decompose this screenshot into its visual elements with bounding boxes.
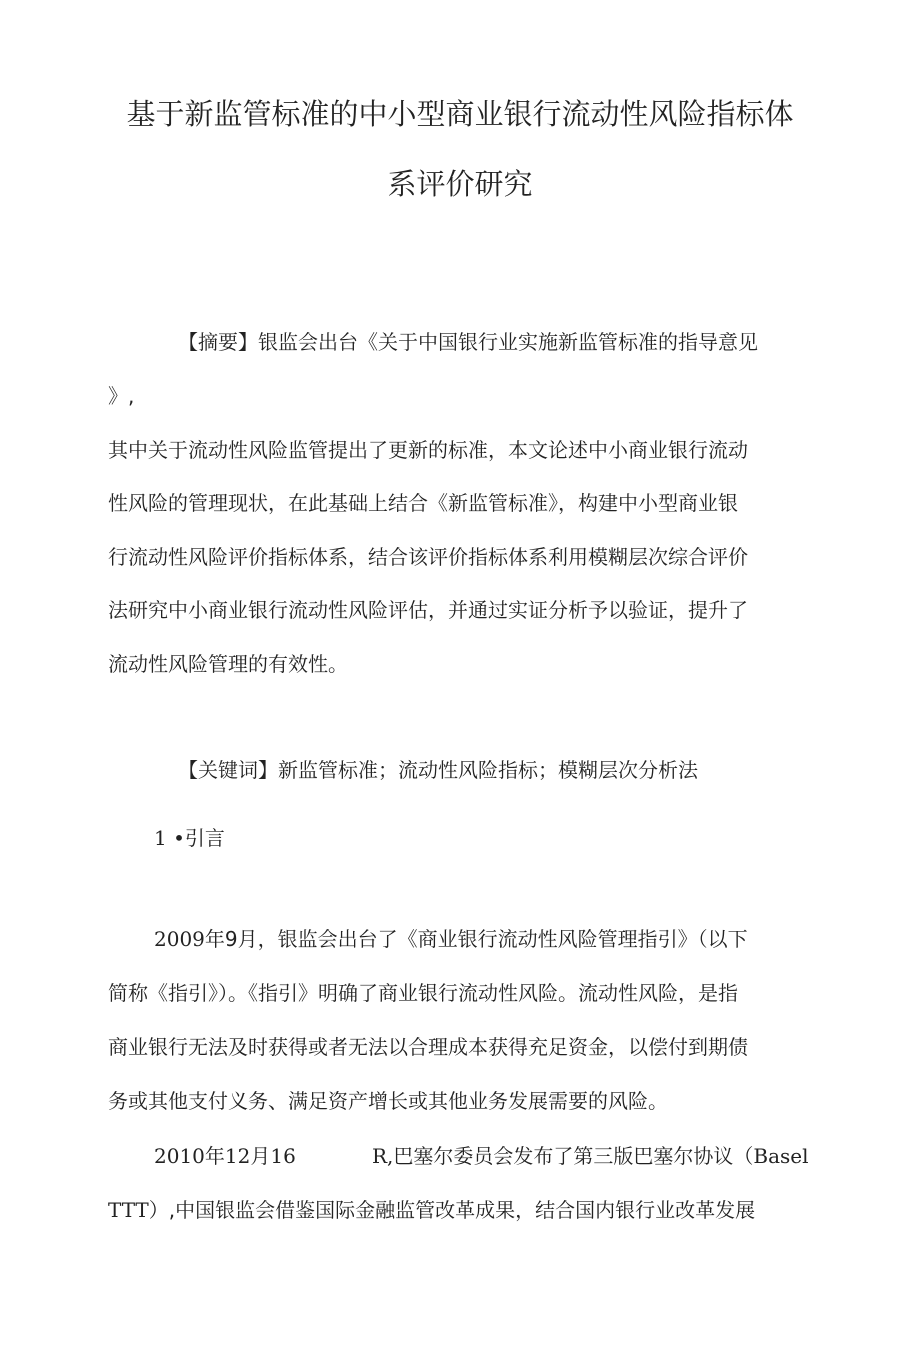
paragraph-1-year: 2009 [154, 927, 205, 951]
abstract-line-1: 【摘要】银监会出台《关于中国银行业实施新监管标准的指导意见 [178, 330, 758, 354]
abstract-line-4: 性风险的管理现状，在此基础上结合《新监管标准》，构建中小型商业银 [108, 491, 738, 515]
section-number: 1 • [154, 826, 185, 850]
section-heading [154, 828, 225, 848]
paragraph-2-basel: Basel [753, 1144, 809, 1168]
abstract-line-3: 其中关于流动性风险监管提出了更新的标准，本文论述中小商业银行流动 [108, 438, 748, 462]
abstract-line-2: 》, [108, 384, 135, 408]
paragraph-1-line-1 [154, 929, 748, 949]
paragraph-2-date-day: 16 [270, 1144, 296, 1168]
section-title: 引言 [184, 826, 225, 850]
abstract-line-6: 法研究中小商业银行流动性风险评估，并通过实证分析予以验证，提升了 [108, 598, 748, 622]
paragraph-2-ttt: TTT [108, 1198, 149, 1222]
abstract-line-7: 流动性风险管理的有效性。 [108, 652, 348, 676]
document-title-line-2: 系评价研究 [387, 167, 533, 201]
paragraph-2-line-1-date [154, 1146, 296, 1166]
paragraph-2-line-1-text [372, 1146, 809, 1166]
paragraph-2-line-2-text: ）,中国银监会借鉴国际金融监管改革成果，结合国内银行业改革发展 [148, 1198, 756, 1222]
keywords-line: 【关键词】新监管标准；流动性风险指标；模糊层次分析法 [178, 758, 698, 782]
paragraph-2-date-nian: 年 [204, 1144, 225, 1168]
paragraph-2-line-1-body: 巴塞尔委员会发布了第三版巴塞尔协议（ [393, 1144, 754, 1168]
paragraph-2-r-marker: R, [372, 1144, 394, 1168]
paragraph-2-date-month: 12 [224, 1144, 251, 1168]
paragraph-2-date-year: 2010 [154, 1144, 205, 1168]
paragraph-1-line-3: 商业银行无法及时获得或者无法以合理成本获得充足资金，以偿付到期债 [108, 1035, 748, 1059]
paragraph-1-line-1-text: 年9月，银监会出台了《商业银行流动性风险管理指引》（以下 [204, 927, 748, 951]
paragraph-2-line-2 [108, 1200, 755, 1220]
document-title-line-1: 基于新监管标准的中小型商业银行流动性风险指标体 [126, 97, 794, 131]
paragraph-1-line-2: 简称《指引》）。《指引》明确了商业银行流动性风险。流动性风险，是指 [108, 981, 738, 1005]
paragraph-2-date-yue: 月 [250, 1144, 271, 1168]
abstract-line-5: 行流动性风险评价指标体系，结合该评价指标体系利用模糊层次综合评价 [108, 545, 748, 569]
paragraph-1-line-4: 务或其他支付义务、满足资产增长或其他业务发展需要的风险。 [108, 1089, 668, 1113]
